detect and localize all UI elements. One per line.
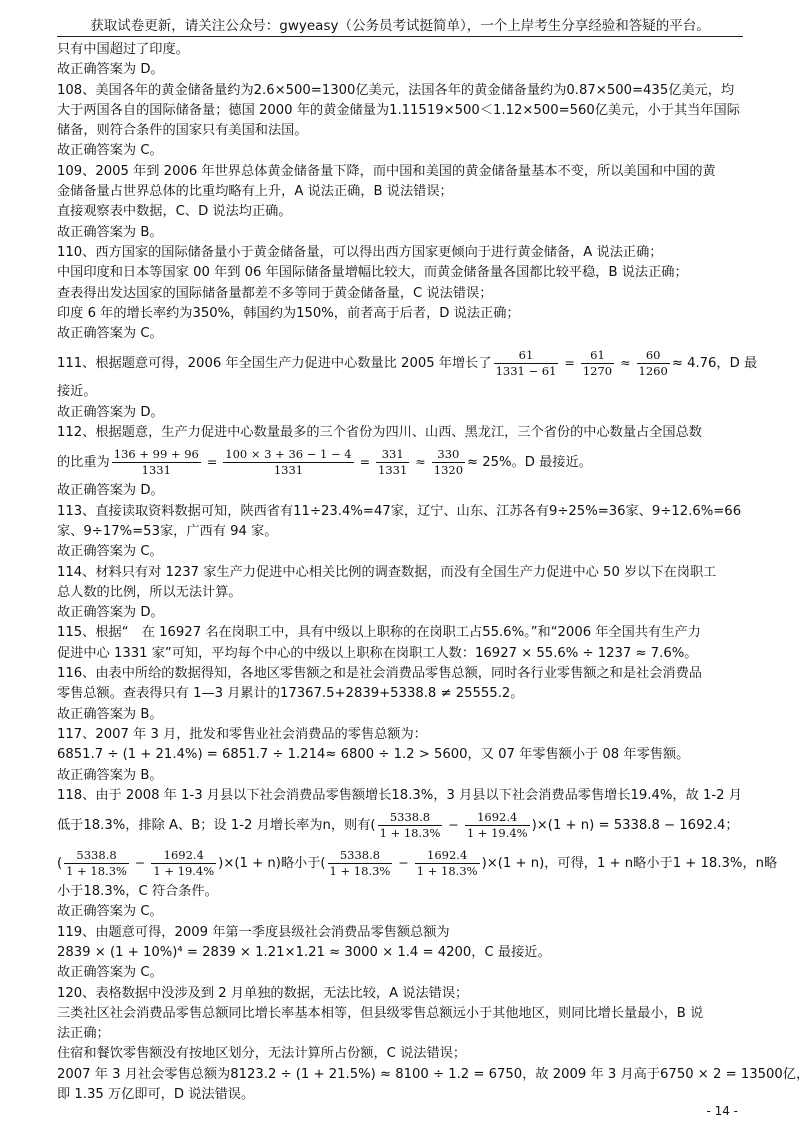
text-line: 住宿和餐饮零售额没有按地区划分，无法计算所占份额，C 说法错误； (57, 1046, 467, 1062)
text-line: 故正确答案为 D。 (57, 483, 164, 499)
text-line: 中国印度和日本等国家 00 年到 06 年国际储备量增幅比较大，而黄金储备量各国都比较平稳，B 说法正确； (57, 265, 688, 281)
text-line: 120、表格数据中没涉及到 2 月单独的数据，无法比较，A 说法错误； (57, 985, 469, 1001)
text-line: 故正确答案为 C。 (57, 904, 163, 920)
text-line: 故正确答案为 C。 (57, 544, 163, 560)
text-line: 查表得出发达国家的国际储备量都差不多等同于黄金储备量，C 说法错误； (57, 285, 493, 301)
q118-equation-2: ( $\frac{5338.8}{1 + 18.3\%}$ − $\frac{1692.4}{1 + 19.4\%}$ )×(1 + n)略小于( $\frac{5338.8}{1 + 18.3\%}$ − $\frac{1692.4}{1 + 18.3\%}$ )×(1 + n)，可得，1 + n略小于1 + 18.3%，n略 (57, 847, 778, 878)
text-line: 家、9÷17%=53家，广西有 94 家。 (57, 523, 278, 539)
text-line: 109、2005 年到 2006 年世界总体黄金储备量下降，而中国和美国的黄金储备量基本不变，所以美国和中国的黄 (57, 163, 716, 179)
text-line: 115、根据“ 在 16927 名在岗职工中，具有中级以上职称的在岗职工占55.6%。”和“2006 年全国共有生产力 (57, 625, 701, 641)
text-line: 117、2007 年 3 月，批发和零售业社会消费品的零售总额为： (57, 726, 427, 742)
text-line: 故正确答案为 B。 (57, 706, 163, 722)
q111-continuation: 接近。 (57, 384, 97, 400)
text-line: 2007 年 3 月社会零售总额为8123.2 ÷ (1 + 21.5%) ≈ 8100 ÷ 1.2 = 6750，故 2009 年 3 月高于6750 × 2 = 13500亿， (57, 1066, 809, 1082)
text-line: 三类社区社会消费品零售总额同比增长率基本相等，但县级零售总额远小于其他地区，则同比增长量最小，B 说 (57, 1005, 704, 1021)
header-divider (57, 36, 743, 37)
q111-line: 111、根据题意可得，2006 年全国生产力促进中心数量比 2005 年增长了 $\frac{61}{1331 - 61}$ = $\frac{61}{1270}$ ≈ $\frac{60}{1260}$ ≈ 4.76，D 最 (57, 347, 758, 378)
text-line: 119、由题意可得，2009 年第一季度县级社会消费品零售额总额为 (57, 924, 450, 940)
text-line: 直接观察表中数据，C、D 说法均正确。 (57, 204, 292, 220)
text-line: 零售总额。查表得只有 1—3 月累计的17367.5+2839+5338.8 ≠ 25555.2。 (57, 686, 524, 702)
text-line: 故正确答案为 C。 (57, 326, 163, 342)
text-line: 印度 6 年的增长率约为350%，韩国约为150%，前者高于后者，D 说法正确； (57, 305, 520, 321)
text-line: 故正确答案为 C。 (57, 965, 163, 981)
text-line: 金储备量占世界总体的比重均略有上升，A 说法正确，B 说法错误； (57, 184, 453, 200)
text-line: 故正确答案为 C。 (57, 143, 163, 159)
text-line: 只有中国超过了印度。 (57, 42, 189, 57)
text-line: 法正确； (57, 1026, 110, 1042)
text-line: 大于两国各自的国际储备量；德国 2000 年的黄金储量为1.11519×500＜1.12×500=560亿美元，小于其当年国际 (57, 102, 740, 118)
text-line: 113、直接读取资料数据可知，陕西省有11÷23.4%=47家，辽宁、山东、江苏各有9÷25%=36家、9÷12.6%=66 (57, 503, 742, 519)
text-line: 故正确答案为 D。 (57, 404, 164, 420)
text-line: 112、根据题意，生产力促进中心数量最多的三个省份为四川、山西、黑龙江，三个省份的中心数量占全国总数 (57, 425, 702, 441)
q118-continuation: 小于18.3%，C 符合条件。 (57, 884, 218, 900)
text-line: 故正确答案为 D。 (57, 605, 164, 621)
text-line: 2839 × (1 + 10%)⁴ = 2839 × 1.21×1.21 ≈ 3000 × 1.4 = 4200，C 最接近。 (57, 944, 551, 960)
text-line: 总人数的比例，所以无法计算。 (57, 584, 242, 600)
text-line: 118、由于 2008 年 1-3 月县以下社会消费品零售额增长18.3%，3 月县以下社会消费品零售增长19.4%，故 1-2 月 (57, 787, 742, 803)
text-line: 110、西方国家的国际储备量小于黄金储备量，可以得出西方国家更倾向于进行黄金储备，A 说法正确； (57, 244, 663, 260)
text-line: 故正确答案为 D。 (57, 62, 164, 78)
text-line: 储备，则符合条件的国家只有美国和法国。 (57, 123, 308, 139)
text-line: 108、美国各年的黄金储备量约为2.6×500=1300亿美元，法国各年的黄金储备量约为0.87×500=435亿美元，均 (57, 82, 735, 98)
answer-content (57, 40, 809, 1105)
text-line: 促进中心 1331 家”可知，平均每个中心的中级以上职称在岗职工人数：16927 × 55.6% ÷ 1237 ≈ 7.6%。 (57, 645, 698, 661)
text-line: 故正确答案为 B。 (57, 767, 163, 783)
q112-line: 的比重为 $\frac{136 + 99 + 96}{1331}$ = $\frac{100 \times 3 + 36 - 1 - 4}{1331}$ = $\frac{331}{1331}$ ≈ $\frac{330}{1320}$ ≈ 25%。D 最接近。 (57, 446, 592, 477)
text-line: 114、材料只有对 1237 家生产力促进中心相关比例的调查数据，而没有全国生产力促进中心 50 岁以下在岗职工 (57, 564, 717, 580)
q118-equation-1: 低于18.3%，排除 A、B；设 1-2 月增长率为n，则有( $\frac{5338.8}{1 + 18.3\%}$ − $\frac{1692.4}{1 + 19.4\%}$ )×(1 + n) = 5338.8 − 1692.4； (57, 809, 739, 840)
text-line: 即 1.35 万亿即可，D 说法错误。 (57, 1087, 255, 1103)
page-header: 获取试卷更新，请关注公众号：gwyeasy（公务员考试挺简单），一个上岸考生分享经验和答疑的平台。 (90, 18, 710, 34)
text-line: 6851.7 ÷ (1 + 21.4%) = 6851.7 ÷ 1.214≈ 6800 ÷ 1.2 > 5600，又 07 年零售额小于 08 年零售额。 (57, 747, 690, 763)
page-number: - 14 - (706, 1104, 738, 1118)
text-line: 故正确答案为 B。 (57, 224, 163, 240)
text-line: 116、由表中所给的数据得知，各地区零售额之和是社会消费品零售总额，同时各行业零售额之和是社会消费品 (57, 666, 702, 682)
